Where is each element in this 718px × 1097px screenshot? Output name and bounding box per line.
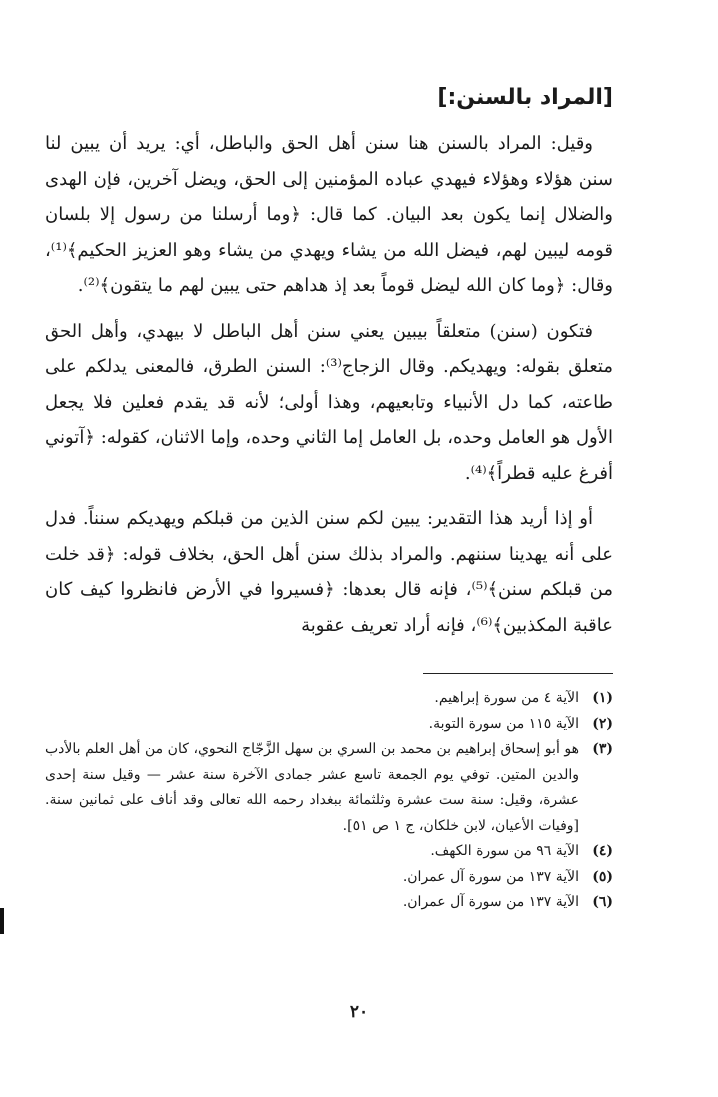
paragraph-1: وقيل: المراد بالسنن هنا سنن أهل الحق والباطل، أي: يريد أن يبين لنا سنن هؤلاء وهؤلاء فيهدي عباده المؤمنين إلى الحق، ويضل آخرين، فإن الهدى والضلال إنما يكون بعد البيان. كما قال: ﴿وما أرسلنا من رسول إلا بلسان قومه ليبين لهم، فيضل الله من يشاء ويهدي من يشاء وهو العزيز الحكيم﴾⁽¹⁾، وقال: ﴿وما كان الله ليضل قوماً بعد إذ هداهم حتى يبين لهم ما يتقون﴾⁽²⁾. — [45, 133, 613, 296]
footnote-divider — [423, 673, 613, 674]
footnote-number: (٣) — [592, 741, 613, 757]
scan-edge-mark — [0, 908, 4, 934]
paragraph-3: أو إذا أريد هذا التقدير: يبين لكم سنن الذين من قبلكم ويهديكم سنناً. فدل على أنه يهدينا سننهم. والمراد بذلك سنن أهل الحق، بخلاف قوله: ﴿قد خلت من قبلكم سنن﴾⁽⁵⁾، فإنه قال بعدها: ﴿فسيروا في الأرض فانظروا كيف كان عاقبة المكذبين﴾⁽⁶⁾، فإنه أراد تعريف عقوبة — [45, 508, 613, 636]
footnote-5 — [45, 865, 613, 891]
footnote-text: هو أبو إسحاق إبراهيم بن محمد بن السري بن سهل الزَّجّاج النحوي، كان من أهل العلم بالأدب والدين المتين. توفي يوم الجمعة تاسع عشر جمادى الآخرة سنة عشر — وقيل سنة إحدى عشرة، وقيل: سنة ست عشرة وثلثمائة ببغداد رحمه الله تعالى وقد أناف على ثمانين سنة. [وفيات الأعيان، لابن خلكان، ج ١ ص ٥١]. — [45, 741, 579, 834]
footnote-6 — [45, 890, 613, 916]
footnote-text: الآية ١١٥ من سورة التوبة. — [428, 715, 579, 732]
footnote-4 — [45, 839, 613, 865]
footnote-number: (٤) — [592, 843, 613, 859]
footnote-text: الآية ٩٦ من سورة الكهف. — [430, 843, 579, 859]
page-body — [45, 78, 613, 916]
footnote-text: الآية ١٣٧ من سورة آل عمران. — [402, 868, 579, 885]
footnote-1 — [45, 686, 613, 712]
footnote-number: (٢) — [592, 715, 613, 732]
footnote-text: الآية ١٣٧ من سورة آل عمران. — [402, 894, 579, 910]
page-number: ٢٠ — [349, 1002, 369, 1022]
section-heading: [المراد بالسنن:] — [437, 85, 613, 110]
footnotes-list — [45, 686, 613, 916]
footnote-text: الآية ٤ من سورة إبراهيم. — [434, 690, 579, 706]
paragraph-2: فتكون (سنن) متعلقاً بيبين يعني سنن أهل الباطل لا بيهدي، وأهل الحق متعلق بقوله: ويهديكم. وقال الزجاج⁽³⁾: السنن الطرق، فالمعنى يدلكم على طاعته، كما دل الأنبياء وتابعيهم، وهذا أولى؛ لأنه قد يقدم فعلين فلا يجعل الأول هو العامل وحده، بل العامل إما الثاني وحده، وإما الاثنان، كقوله: ﴿آتوني أفرغ عليه قطراً﴾⁽⁴⁾. — [45, 320, 614, 484]
footnote-3 — [45, 737, 613, 839]
footnote-number: (٦) — [592, 894, 613, 910]
footnote-number: (٥) — [592, 868, 613, 885]
footnote-2 — [45, 712, 613, 738]
footnote-number: (١) — [592, 690, 613, 706]
